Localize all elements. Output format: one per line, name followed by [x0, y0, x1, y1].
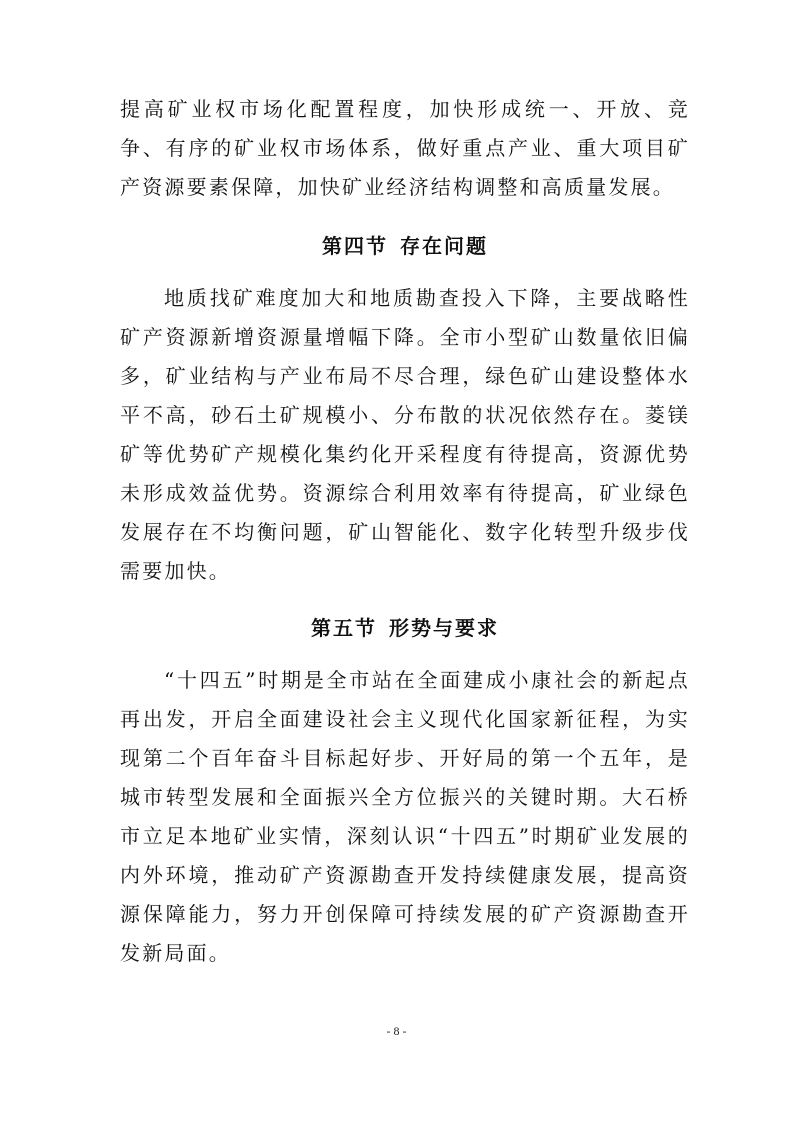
section-number: 第四节: [322, 234, 388, 258]
page-number: - 8 -: [386, 1024, 407, 1038]
section-title: 形势与要求: [389, 616, 499, 640]
section-heading-4: [120, 213, 690, 279]
paragraph-continuation: 提高矿业权市场化配置程度，加快形成统一、开放、竞争、有序的矿业权市场体系，做好重点产业、重大项目矿产资源要素保障，加快矿业经济结构调整和高质量发展。: [120, 97, 690, 199]
paragraph-existing-problems: 地质找矿难度加大和地质勘查投入下降，主要战略性矿产资源新增资源量增幅下降。全市小型矿山数量依旧偏多，矿业结构与产业布局不尽合理，绿色矿山建设整体水平不高，砂石土矿规模小、分布散的状况依然存在。菱镁矿等优势矿产规模化集约化开采程度有待提高，资源优势未形成效益优势。资源综合利用效率有待提高，矿业绿色发展存在不均衡问题，矿山智能化、数字化转型升级步伐需要加快。: [120, 286, 690, 583]
document-page: [120, 90, 690, 973]
paragraph-situation-requirements: “十四五”时期是全市站在全面建成小康社会的新起点再出发，开启全面建设社会主义现代化国家新征程，为实现第二个百年奋斗目标起好步、开好局的第一个五年，是城市转型发展和全面振兴全方位振兴的关键时期。大石桥市立足本地矿业实情，深刻认识“十四五”时期矿业发展的内外环境，推动矿产资源勘查开发持续健康发展，提高资源保障能力，努力开创保障可持续发展的矿产资源勘查开发新局面。: [120, 668, 690, 965]
section-title: 存在问题: [400, 234, 488, 258]
section-number: 第五节: [311, 616, 377, 640]
section-heading-5: [120, 595, 690, 661]
